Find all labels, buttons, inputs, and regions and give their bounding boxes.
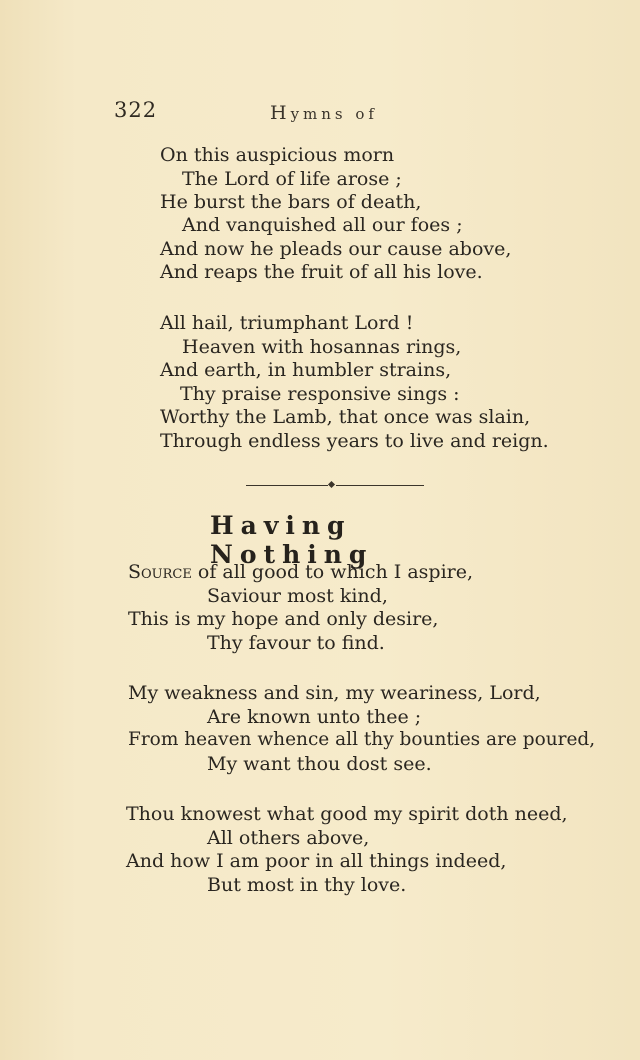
verse-line: And how I am poor in all things indeed, xyxy=(126,850,507,872)
verse-line: Thou knowest what good my spirit doth need, xyxy=(126,803,568,825)
hymn-title: Having Nothing xyxy=(210,511,374,569)
section-divider xyxy=(246,483,424,489)
verse-line: He burst the bars of death, xyxy=(160,191,422,213)
verse-line: Are known unto thee ; xyxy=(207,706,422,728)
verse-line: My weakness and sin, my weariness, Lord, xyxy=(128,682,541,704)
divider-diamond-ornament xyxy=(328,481,335,488)
verse-line: And now he pleads our cause above, xyxy=(160,238,512,260)
running-head-text: ymns of xyxy=(290,105,378,123)
verse-line: Heaven with hosannas rings, xyxy=(182,336,462,358)
verse-line: All others above, xyxy=(207,827,370,849)
verse-line: Through endless years to live and reign. xyxy=(160,430,549,452)
running-head-initial: H xyxy=(270,102,291,124)
opening-word: Source xyxy=(128,561,192,583)
verse-line: From heaven whence all thy bounties are poured, xyxy=(128,729,596,750)
verse-line-first xyxy=(128,560,473,584)
verse-line: Thy favour to find. xyxy=(207,632,385,654)
verse-line: And reaps the fruit of all his love. xyxy=(160,261,483,283)
verse-line: This is my hope and only desire, xyxy=(128,608,439,630)
verse-line: All hail, triumphant Lord ! xyxy=(160,312,414,334)
verse-line: My want thou dost see. xyxy=(207,753,432,775)
verse-line: The Lord of life arose ; xyxy=(182,168,402,190)
verse-line: Saviour most kind, xyxy=(207,585,388,607)
divider-rule-left xyxy=(246,485,328,486)
verse-line: And vanquished all our foes ; xyxy=(182,214,463,236)
page-number: 322 xyxy=(114,98,158,122)
running-head xyxy=(270,102,378,124)
opening-line-rest: of all good to which I aspire, xyxy=(191,561,474,583)
verse-line: Thy praise responsive sings : xyxy=(180,383,460,405)
verse-line: On this auspicious morn xyxy=(160,144,395,166)
verse-line: But most in thy love. xyxy=(207,874,407,896)
verse-line: Worthy the Lamb, that once was slain, xyxy=(160,406,531,428)
divider-rule-right xyxy=(336,485,424,486)
verse-line: And earth, in humbler strains, xyxy=(160,359,452,381)
page-header xyxy=(0,98,640,124)
